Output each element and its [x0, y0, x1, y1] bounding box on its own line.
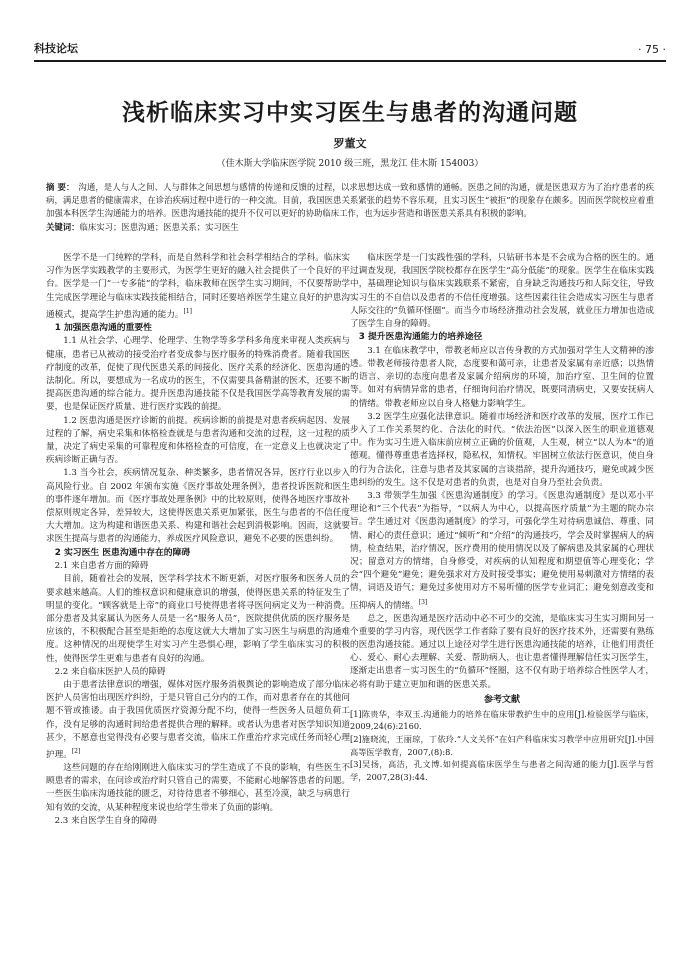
- references-heading: [350, 694, 654, 707]
- block-text: 2.2 来自临床医护人员的障碍: [54, 666, 166, 677]
- subsection-heading: [46, 666, 350, 679]
- keywords-text: 临床实习；医患沟通；医患关系；实习医生: [79, 222, 239, 232]
- block-text: 医学不是一门纯粹的学科，而是自然科学和社会科学相结合的学科。临床实习作为医学实践教学的主要形式，为医学生更好的融入社会提供了一个良好的平台。医学是一门“一专多能”的学科，临床教师在医学生实习期间，不仅要帮助学生完成医学理论与临床实践技能相结合，同时还要培养医学生建立良好的护患沟通模式，提高学生护患沟通的能力。: [46, 253, 350, 320]
- running-head: [34, 0, 666, 56]
- block-text: 1.1 从社会学、心理学、伦理学、生物学等多学科多角度来审视人类疾病与健康，患者已从被动的接受治疗者变成参与医疗服务的特殊消费者。随着我国医疗制度的改革，促使了现代医患关系的间接化、医疗关系的经济化、医患沟通的法制化。所以，要想成为一名成功的医生，不仅需要具备精湛的医术，还要不断提高医患沟通的综合能力。提升医患沟通技能不仅是我国医学高等教育发展的需要，也是保证医疗质量、进行医疗实践的前提。: [46, 336, 350, 413]
- page-number: · 75 ·: [638, 43, 666, 56]
- citation-marker: [3]: [418, 598, 428, 606]
- block-text: [1]陈贵华，李双玉.沟通能力的培养在临床带教护生中的应用[J].检验医学与临床，2009,24(6):2160.: [350, 708, 654, 732]
- block-text: 2 实习医生 医患沟通中存在的障碍: [54, 547, 191, 558]
- abstract: [46, 181, 654, 220]
- keywords-label: 关键词：: [46, 222, 80, 232]
- block-text: 3.2 医学生应强化法律意识。随着市场经济和医疗改革的发展，医疗工作已步入了工作关系契约化、合法化的时代。“依法治医”以深入医生的职业道德观中。作为实习生进入临床前应树立正确的价值观，人生观，树立“以人为本”的道德观。懂得尊重患者选择权，隐私权，知情权。牢固树立依法行医意识，使自身的行为合法化，注意与患者及其家属的言谈措辞，提升沟通技巧，避免或减少医患纠纷的发生。这不仅是对患者的负责，也是对自身乃至社会负责。: [350, 411, 654, 488]
- block-text: 3.1 在临床教学中，带教老师应以言传身教的方式加强对学生人文精神的渗透。带教老师接待患者人院，态度要和蔼可亲，让患者及家属有亲近感；以热情的语言、亲切的态度向患者及家属介绍病房的环境，加治疗室、卫生间的位置等。如对有病情异常的患者，仔细询问治疗情况，既要同清病史，又要安抚病人的情绪。带教老师应以自身人格魅力影响学生。: [350, 345, 654, 409]
- section-heading: [46, 322, 350, 336]
- block-text: [3]吴扬，高洁，孔文博.如何提高临床医学生与患者之间沟通的能力[J].医学与哲学，2007,28(3):44.: [350, 759, 654, 782]
- right-column: [350, 252, 654, 828]
- block-text: 这些问题的存在给刚刚进入临床实习的学生造成了不良的影响，有些医生不顾患者的需求，在问诊或治疗时只管自己的需要，不能耐心地解答患者的问题。一些医生临床沟通技能的匮乏，对待待患者不够细心，甚至冷漠，缺乏与病患行知有效的交流，从某种程度来说也给学生带来了负面的影响。: [46, 763, 350, 813]
- block-text: 3.3 带领学生加强《医患沟通制度》的学习。《医患沟通制度》是以邓小平理论和“三个代表”为指导，“以病人为中心，以提高医疗质量”为主题的院办宗旨。学生通过对《医患沟通制度》的学习，可强化学生对待病患诚信、尊重、同情、耐心的责任意识；通过“倾听”和“介绍”的沟通技巧，学会及时掌握病人的病情，检查结果，治疗情况，医疗费用的使用情况以及了解病患及其家属的心理状况；留意对方的情绪，自身修受，对疾病的认知程度和期望值等心理变化；学会“四个避免”避免；避免强求对方及时接受事实；避免使用易刺激对方情绪的表情，词语及语气；避免过多使用对方不易听懂的医学专业词汇；避免刻意改变和压抑病人的情绪。: [350, 490, 654, 611]
- subsection-heading: [46, 560, 350, 573]
- block-text: 3 提升医患沟通能力的培养途径: [358, 332, 483, 343]
- citation-marker: [2]: [71, 747, 81, 755]
- author-affiliation: （佳木斯大学临床医学院 2010 级三班，黑龙江 佳木斯 154003）: [216, 159, 484, 169]
- paper-title: 浅析临床实习中实习医生与患者的沟通问题: [122, 100, 578, 126]
- block-text: 由于患者法律意识的增强，媒体对医疗服务消极舆论的影响造成了部分临床医护人员害怕出现医疗纠纷，于是只管自己分内的工作，而对患者存在的其他问题不管或推诿。由于我国优质医疗资源分配不均，使得一些医务人员超负荷工作，没有足够的沟通时间给患者提供合理的解释。或者认为患者对医学知识知道甚少，不愿意也觉得没有必要与患者交流，临床工作重治疗求完成任务而轻心理护理。: [46, 679, 350, 760]
- block-text: 参考文献: [483, 694, 520, 705]
- block-text: 2.3 来自医学生自身的障碍: [54, 815, 157, 826]
- header-rule: [34, 60, 666, 62]
- reference-item: [350, 758, 654, 783]
- body-paragraph: [350, 490, 654, 613]
- block-text: 目前，随着社会的发展，医学科学技术不断更新，对医疗服务和医务人员的要求越来越高。人们的维权意识和健康意识的增强，使得医患关系的特征发生了明显的变化。“顾客就是上帝”的商业口号使得患者将寻医问病定义为一种消费。部分患者及其家属认为医务人员是一名“服务人员”，医院提供优质的医疗服务是应该的，不积极配合甚至是拒绝的态度这就大大增加了实习医生与病患的沟通难度。这种情况的出现使学生对实习产生恐惧心理，影响了学生临床实习的积极性，使得医学生更难与患者有良好的沟通。: [46, 574, 350, 664]
- block-text: 1 加强医患沟通的重要性: [54, 322, 152, 333]
- keywords: [46, 221, 654, 234]
- body-paragraph: [46, 679, 350, 762]
- abstract-label: 摘 要：: [46, 182, 75, 192]
- block-text: [2]施晓流，王丽琼，丁依玲.“人文关怀”在妇产科临床实习教学中应用研究[J].中国高等医学教育，2007,(8):8.: [350, 734, 654, 757]
- body-paragraph: [350, 613, 654, 692]
- body-paragraph: [46, 415, 350, 468]
- author-name: 罗董文: [333, 137, 367, 150]
- body-paragraph: [46, 335, 350, 414]
- body-paragraph: [350, 411, 654, 490]
- block-text: 2.1 来自患者方面的障碍: [54, 561, 149, 572]
- article-body: [34, 252, 666, 828]
- journal-section-label: 科技论坛: [34, 42, 78, 55]
- left-column: [46, 252, 350, 828]
- block-text: 总之，医患沟通是医疗活动中必不可少的交流，是临床实习生实习期间另一个重要的学习内容，现代医学工作者除了要有良好的医疗技术外，还需要有熟练的医患沟通技能。通过以上途径对学生进行医患沟通技能的培养，让他们用责任心、爱心、耐心去理解、关爱、帮助病人，也让患者懂得理解信任实习医学生，逐渐走出患者－实习医生的“负循环”怪圈，这不仅有助于培养综合性医学人才，必将有助于建立更加和谐的医患关系。: [350, 613, 654, 690]
- block-text: 1.3 当今社会，疾病情况复杂、种类繁多，患者情况各异，医疗行业以步入高风险行业。自 2002 年颁布实施《医疗事故处理条例》，患者投诉医院和医生的事件逐年增加。而《医疗事故处理条例》中的比较原则，使得各地医疗事故补偿原则规定各异，差异较大，这使得医患关系更加紧张，医生与患者的不信任度大大增加。这为构建和谐医患关系、构建和谐社会起到消极影响。因而，这就要求医生提高与患者的沟通能力，养成医疗风险意识，避免不必要的医患纠纷。: [46, 468, 350, 545]
- body-paragraph: [46, 762, 350, 815]
- body-paragraph: [46, 573, 350, 665]
- body-paragraph: [350, 345, 654, 411]
- abstract-text: 沟通，是人与人之间、人与群体之间思想与感情的传递和反馈的过程，以求思想达成一致和感情的通畅。医患之间的沟通，就是医患双方为了治疗患者的疾病，满足患者的健康需求，在诊治疾病过程中进行的一种交流。目前，我国医患关系紧张的趋势不容乐观，且实习医生“被拒”的现象存在颇多。因而医学院校应着重加强本科医学生沟通能力的培养。医患沟通技能的提升不仅可以更好的协助临床工作，也为远步营造和谐医患关系具有积极的影响。: [46, 182, 654, 218]
- reference-item: [350, 708, 654, 733]
- citation-marker: [1]: [183, 307, 193, 315]
- block-text: 临床医学是一门实践性强的学科，只钻研书本是不会成为合格的医生的。通过调查发现，我国医学院校都存在医学生“高分低能”的现象。医学生在临床实践中，基础理论知识与临床实践联系不紧密，自身缺乏沟通技巧和人际交往，导致实习生的不自信以及患者的不信任度增强。这些因素往往会造成实习医生与患者人际交往的“负循环怪圈”。而当今市场经济推动社会发展，就业压力增加也造成了医学生自身的障碍。: [350, 253, 654, 330]
- body-paragraph: [46, 467, 350, 546]
- block-text: 1.2 医患沟通是医疗诊断的前提。疾病诊断的前提是对患者疾病起因、发展过程的了解，病史采集和体格检查就是与患者沟通和交流的过程，这一过程的质量，决定了病史采集的可靠程度和体格检查的可信度，在一定意义上也就决定了疾病诊断正确与否。: [46, 415, 350, 466]
- body-paragraph: [350, 252, 654, 331]
- section-heading: [46, 547, 350, 561]
- subsection-heading: [46, 815, 350, 828]
- reference-item: [350, 733, 654, 758]
- body-paragraph: [46, 252, 350, 322]
- section-heading: [350, 331, 654, 345]
